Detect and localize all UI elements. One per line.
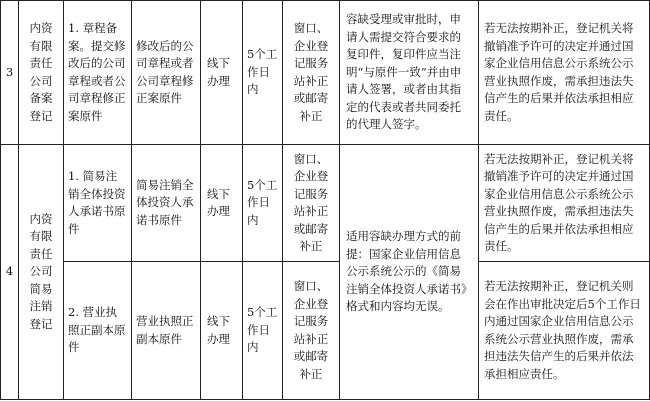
- handling-method: 线下办理: [201, 145, 243, 262]
- table-row: [1, 1, 650, 145]
- time-limit: 5个工作日内: [243, 1, 283, 145]
- liability-text: 若无法按期补正，登记机关将撤销准予许可的决定并通过国家企业信用信息公示系统公示营业执照作废，需承担违法失信产生的后果并依法承担相应责任。: [479, 145, 650, 262]
- liability-text: 若无法按期补正，登记机关将撤销准予许可的决定并通过国家企业信用信息公示系统公示营业执照作废，需承担违法失信产生的后果并依法承担相应责任。: [479, 1, 650, 145]
- condition-text: 容缺受理或审批时，申请人需提交符合要求的复印件，复印件应当注明“与原件一致”并由申请人签署，或者由其指定的代表或者共同委托的代理人签字。: [340, 1, 479, 145]
- supplement-channel: 窗口、企业登记服务站补正或邮寄补正: [283, 1, 340, 145]
- condition-text: 适用容缺办理方式的前提：国家企业信用信息公示系统公示的《简易注销全体投资人承诺书》格式和内容均无误。: [340, 145, 479, 400]
- supplement-channel: 窗口、企业登记服务站补正或邮寄补正: [283, 262, 340, 400]
- material-description: 2. 营业执照正副本原件: [64, 262, 132, 400]
- handling-method: 线下办理: [201, 262, 243, 400]
- handling-method: 线下办理: [201, 1, 243, 145]
- item-name: 内资有限责任公司备案登记: [19, 1, 64, 145]
- time-limit: 5个工作日内: [243, 262, 283, 400]
- material-spec: 修改后的公司章程或者公司章程修正案原件: [132, 1, 201, 145]
- table-row: [1, 262, 650, 400]
- material-spec: 营业执照正副本原件: [132, 262, 201, 400]
- time-limit: 5个工作日内: [243, 145, 283, 262]
- row-number: 4: [1, 145, 19, 400]
- liability-text: 若无法按期补正，登记机关则会在作出审批决定后5个工作日内通过国家企业信用信息公示系统公示营业执照作废，需承担违法失信产生的后果并依法承担相应责任。: [479, 262, 650, 400]
- table-row: [1, 145, 650, 262]
- material-description: 1. 简易注销全体投资人承诺书原件: [64, 145, 132, 262]
- item-name: 内资有限责任公司简易注销登记: [19, 145, 64, 400]
- material-spec: 简易注销全体投资人承诺书原件: [132, 145, 201, 262]
- row-number: 3: [1, 1, 19, 145]
- material-description: 1. 章程备案。提交修改后的公司章程或者公司章程修正案原件: [64, 1, 132, 145]
- supplement-channel: 窗口、企业登记服务站补正或邮寄补正: [283, 145, 340, 262]
